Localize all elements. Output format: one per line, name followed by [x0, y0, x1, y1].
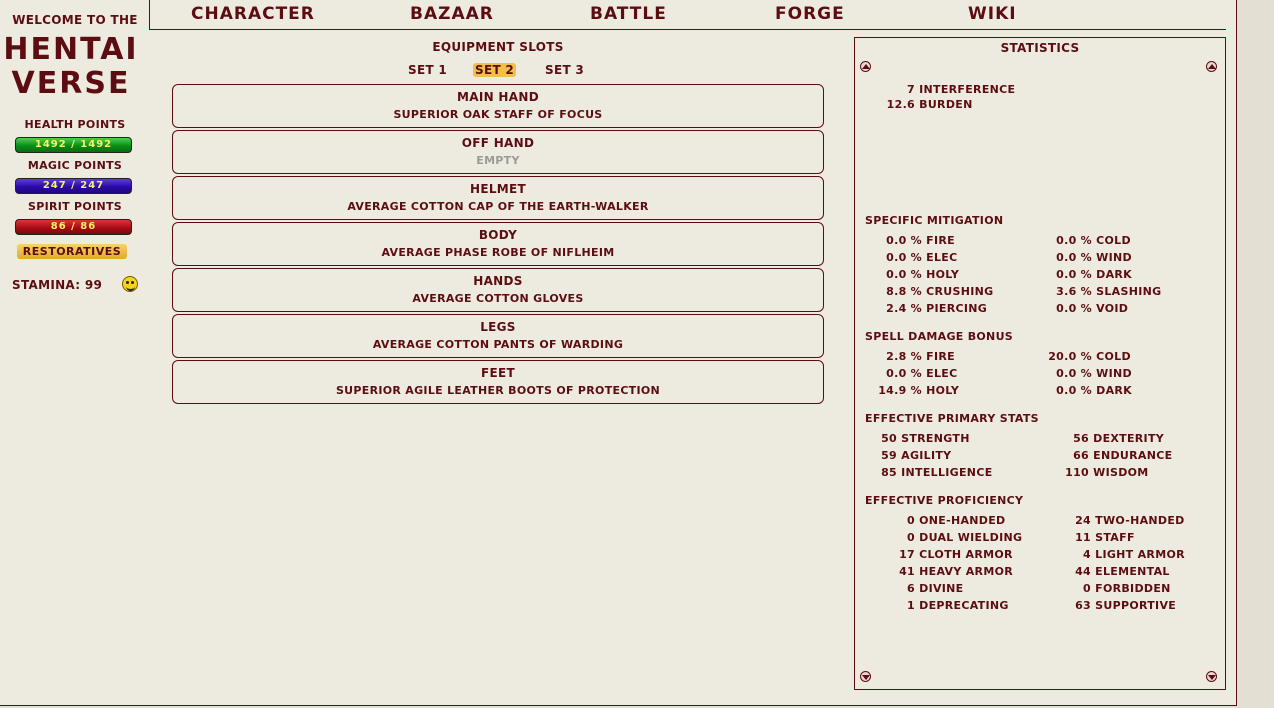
- stat-label: HEAVY ARMOR: [919, 565, 1013, 578]
- logo-line-1: HENTAI: [3, 32, 139, 67]
- spell-damage-bonus-row: [865, 350, 955, 363]
- specific-mitigation-row: [865, 285, 993, 298]
- slot-item: EMPTY: [476, 154, 520, 167]
- nav-bazaar[interactable]: BAZAAR: [410, 4, 494, 24]
- specific-mitigation-row: [1035, 251, 1132, 264]
- slot-helmet[interactable]: [172, 176, 824, 220]
- sidebar: [0, 0, 150, 705]
- specific-mitigation-row: [865, 251, 957, 264]
- slot-name: OFF HAND: [461, 136, 535, 150]
- set-3-tab[interactable]: SET 3: [545, 63, 585, 77]
- slot-item: AVERAGE COTTON CAP OF THE EARTH-WALKER: [347, 200, 649, 213]
- set-2-tab[interactable]: SET 2: [475, 63, 515, 77]
- stat-value: 0.0 %: [1056, 234, 1092, 247]
- stamina-text: STAMINA: 99: [12, 278, 103, 292]
- specific-mitigation-row: [1035, 268, 1132, 281]
- stat-value: 20.0 %: [1048, 350, 1092, 363]
- slot-item: SUPERIOR AGILE LEATHER BOOTS OF PROTECTION: [335, 384, 661, 397]
- stat-label: ELEC: [926, 367, 958, 380]
- stat-label: VOID: [1096, 302, 1129, 315]
- primary-stats-row: [1035, 466, 1149, 479]
- stat-label: DUAL WIELDING: [919, 531, 1023, 544]
- spell-damage-bonus-row: [1035, 350, 1131, 363]
- primary-stats-title: EFFECTIVE PRIMARY STATS: [865, 412, 1039, 425]
- stamina-smiley-icon: [122, 276, 138, 292]
- proficiency-row: [1035, 582, 1171, 595]
- stat-value: 3.6 %: [1056, 285, 1092, 298]
- stat-value: 66: [1073, 449, 1089, 462]
- welcome-text: WELCOME TO THE: [12, 13, 138, 27]
- scroll-down-right-icon[interactable]: [1206, 671, 1217, 682]
- stat-label: SUPPORTIVE: [1095, 599, 1177, 612]
- nav-forge[interactable]: FORGE: [775, 4, 845, 24]
- primary-stats-row: [1035, 432, 1164, 445]
- spirit-bar: 86 / 86: [15, 219, 132, 235]
- stat-label: WISDOM: [1093, 466, 1149, 479]
- stat-label: DARK: [1096, 384, 1132, 397]
- proficiency-row: [865, 582, 964, 595]
- stat-value: 0: [907, 514, 915, 527]
- specific-mitigation-title: SPECIFIC MITIGATION: [865, 214, 1004, 227]
- slot-name: HELMET: [469, 182, 526, 196]
- spell-damage-bonus-row: [1035, 367, 1132, 380]
- proficiency-row: [865, 599, 1009, 612]
- proficiency-row: [1035, 531, 1135, 544]
- equipment-title: EQUIPMENT SLOTS: [432, 40, 564, 54]
- magic-label: MAGIC POINTS: [27, 159, 123, 172]
- stat-value: 17: [899, 548, 915, 561]
- spell-damage-bonus-title: SPELL DAMAGE BONUS: [865, 330, 1014, 343]
- stat-value: 0.0 %: [886, 367, 922, 380]
- primary-stats-row: [865, 466, 993, 479]
- slot-main-hand[interactable]: [172, 84, 824, 128]
- stat-value: 50: [881, 432, 897, 445]
- slot-item: AVERAGE PHASE ROBE OF NIFLHEIM: [381, 246, 615, 259]
- stat-value: 0.0 %: [1056, 251, 1092, 264]
- slot-body[interactable]: [172, 222, 824, 266]
- slot-name: LEGS: [480, 320, 516, 334]
- specific-mitigation-row: [865, 268, 959, 281]
- top-nav: [149, 0, 1226, 30]
- slot-legs[interactable]: [172, 314, 824, 358]
- stat-value: 14.9 %: [878, 384, 922, 397]
- stat-label: ENDURANCE: [1093, 449, 1173, 462]
- stat-value: 12.6: [886, 98, 915, 111]
- stat-label: WIND: [1096, 251, 1132, 264]
- statistics-title: STATISTICS: [1000, 41, 1080, 55]
- slot-name: MAIN HAND: [457, 90, 539, 104]
- stat-label: STAFF: [1095, 531, 1135, 544]
- primary-stats-row: [865, 449, 951, 462]
- stat-label: CLOTH ARMOR: [919, 548, 1013, 561]
- stat-label: FORBIDDEN: [1095, 582, 1171, 595]
- slot-item: AVERAGE COTTON GLOVES: [412, 292, 584, 305]
- scroll-up-right-icon[interactable]: [1206, 61, 1217, 72]
- logo-line-2: VERSE: [11, 66, 131, 101]
- misc-stat-row: [865, 83, 1015, 96]
- stat-label: AGILITY: [901, 449, 952, 462]
- stat-label: DEPRECATING: [919, 599, 1009, 612]
- stat-label: ONE-HANDED: [919, 514, 1006, 527]
- stat-label: DARK: [1096, 268, 1132, 281]
- stat-value: 110: [1065, 466, 1089, 479]
- proficiency-row: [865, 565, 1013, 578]
- stat-value: 0.0 %: [1056, 367, 1092, 380]
- stat-value: 2.8 %: [886, 350, 922, 363]
- stat-value: 0.0 %: [886, 268, 922, 281]
- stat-value: 44: [1075, 565, 1091, 578]
- stat-label: LIGHT ARMOR: [1095, 548, 1185, 561]
- spell-damage-bonus-row: [1035, 384, 1132, 397]
- stat-label: SLASHING: [1096, 285, 1162, 298]
- proficiency-row: [1035, 599, 1176, 612]
- proficiency-row: [865, 514, 1005, 527]
- stat-label: ELEMENTAL: [1095, 565, 1170, 578]
- stat-value: 0.0 %: [1056, 268, 1092, 281]
- stat-value: 85: [881, 466, 897, 479]
- stat-label: PIERCING: [926, 302, 988, 315]
- spell-damage-bonus-row: [865, 384, 959, 397]
- stat-label: BURDEN: [919, 98, 973, 111]
- stat-value: 59: [881, 449, 897, 462]
- nav-character[interactable]: CHARACTER: [191, 4, 315, 24]
- stat-label: ELEC: [926, 251, 958, 264]
- proficiency-row: [1035, 565, 1170, 578]
- health-label: HEALTH POINTS: [24, 118, 126, 131]
- stat-value: 6: [907, 582, 915, 595]
- stat-value: 0.0 %: [886, 234, 922, 247]
- specific-mitigation-row: [1035, 302, 1128, 315]
- spirit-label: SPIRIT POINTS: [27, 200, 122, 213]
- restoratives-button[interactable]: RESTORATIVES: [17, 244, 127, 259]
- stat-label: STRENGTH: [901, 432, 970, 445]
- set-1-tab[interactable]: SET 1: [408, 63, 448, 77]
- stat-value: 8.8 %: [886, 285, 922, 298]
- stat-label: WIND: [1096, 367, 1132, 380]
- stat-label: HOLY: [926, 268, 960, 281]
- stat-value: 41: [899, 565, 915, 578]
- proficiency-title: EFFECTIVE PROFICIENCY: [865, 494, 1024, 507]
- slot-hands[interactable]: [172, 268, 824, 312]
- slot-item: AVERAGE COTTON PANTS OF WARDING: [372, 338, 624, 351]
- stat-value: 11: [1075, 531, 1091, 544]
- slot-off-hand[interactable]: [172, 130, 824, 174]
- stat-label: INTERFERENCE: [919, 83, 1016, 96]
- stat-value: 0.0 %: [886, 251, 922, 264]
- stat-label: TWO-HANDED: [1095, 514, 1185, 527]
- stat-value: 0.0 %: [1056, 384, 1092, 397]
- specific-mitigation-row: [1035, 285, 1161, 298]
- stat-label: CRUSHING: [926, 285, 994, 298]
- nav-wiki[interactable]: WIKI: [968, 4, 1017, 24]
- scroll-up-left-icon[interactable]: [860, 61, 871, 72]
- stat-value: 2.4 %: [886, 302, 922, 315]
- stat-label: DIVINE: [919, 582, 964, 595]
- specific-mitigation-row: [1035, 234, 1131, 247]
- slot-item: SUPERIOR OAK STAFF OF FOCUS: [393, 108, 603, 121]
- specific-mitigation-row: [865, 302, 987, 315]
- primary-stats-row: [1035, 449, 1172, 462]
- proficiency-row: [865, 531, 1022, 544]
- primary-stats-row: [865, 432, 970, 445]
- stat-value: 0: [1083, 582, 1091, 595]
- slot-name: BODY: [478, 228, 518, 242]
- game-logo: [0, 33, 142, 101]
- slot-feet[interactable]: [172, 360, 824, 404]
- scroll-down-left-icon[interactable]: [860, 671, 871, 682]
- stat-label: FIRE: [926, 234, 955, 247]
- stat-value: 1: [907, 599, 915, 612]
- stat-label: DEXTERITY: [1093, 432, 1165, 445]
- nav-battle[interactable]: BATTLE: [590, 4, 667, 24]
- proficiency-row: [1035, 514, 1185, 527]
- stat-value: 24: [1075, 514, 1091, 527]
- stat-value: 0.0 %: [1056, 302, 1092, 315]
- stat-label: COLD: [1096, 234, 1131, 247]
- stat-value: 0: [907, 531, 915, 544]
- stat-value: 56: [1073, 432, 1089, 445]
- proficiency-row: [865, 548, 1013, 561]
- slot-name: HANDS: [473, 274, 523, 288]
- magic-bar: 247 / 247: [15, 178, 132, 194]
- statistics-panel: [854, 37, 1226, 690]
- stat-label: INTELLIGENCE: [901, 466, 993, 479]
- spell-damage-bonus-row: [865, 367, 957, 380]
- stat-value: 4: [1083, 548, 1091, 561]
- stat-label: COLD: [1096, 350, 1131, 363]
- stat-label: HOLY: [926, 384, 960, 397]
- stat-value: 63: [1075, 599, 1091, 612]
- health-bar: 1492 / 1492: [15, 137, 132, 153]
- stat-label: FIRE: [926, 350, 955, 363]
- stat-value: 7: [907, 83, 915, 96]
- proficiency-row: [1035, 548, 1185, 561]
- slot-name: FEET: [481, 366, 515, 380]
- specific-mitigation-row: [865, 234, 955, 247]
- misc-stat-row: [865, 98, 973, 111]
